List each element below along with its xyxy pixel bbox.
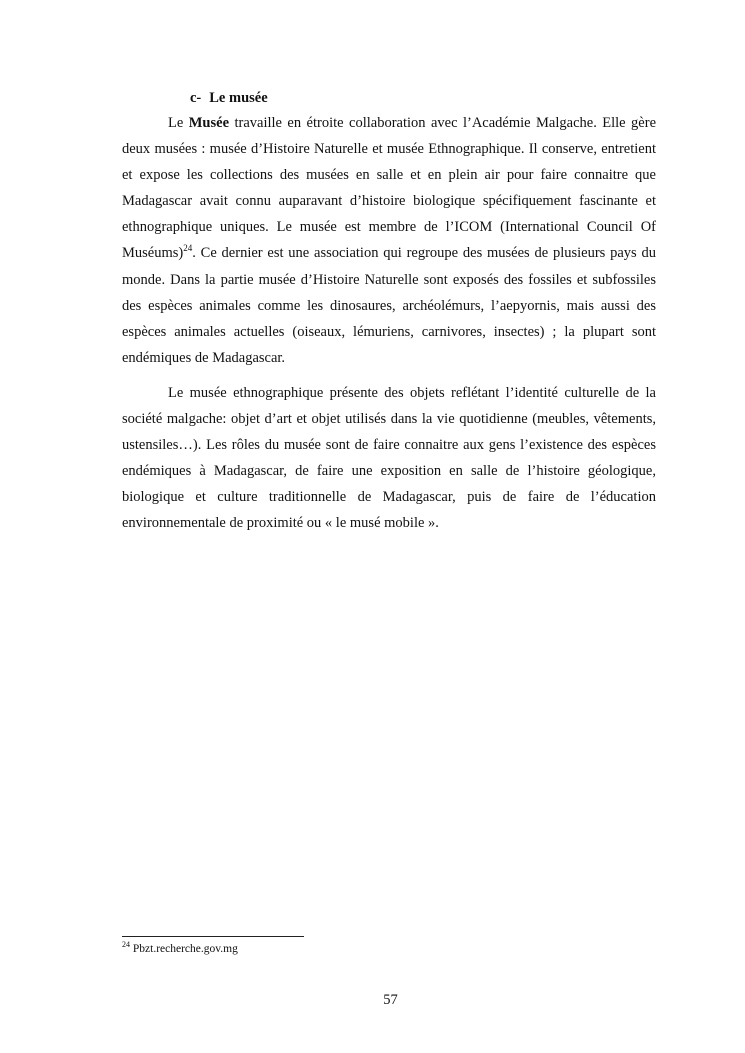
footnote-reference: 24 [183,243,193,254]
paragraph-museum-overview [122,110,656,371]
paragraph-text-part1: travaille en étroite collaboration avec l’Académie Malgache. Elle gère deux musées : musée d’Histoire Naturelle et musée Ethnographique. Il conserve, entretient et expose les collections des musées en salle et en plein air pour faire connaitre que Madagascar avait connu auparavant d’histoire biologique spécifiquement fascinante et ethnographique uniques. Le musée est membre de l’ICOM (International Council Of Muséums) [122,115,657,262]
footnote-text: Pbzt.recherche.gov.mg [130,943,238,955]
section-marker: c- [190,90,202,106]
paragraph-text: Le musée ethnographique présente des objets reflétant l’identité culturelle de la société malgache: objet d’art et objet utilisés dans la vie quotidienne (meubles, vêtements, ustensiles…). Les rôles du musée sont de faire connaitre aux gens l’existence des espèces endémiques à Madagascar, de faire une exposition en salle de l’histoire géologique, biologique et culture traditionnelle de Madagascar, puis de faire de l’éducation environnementale de proximité ou « le musé mobile ». [122,385,656,532]
paragraph-ethnographic-museum [122,380,656,537]
page-number: 57 [383,992,398,1008]
section-title: Le musée [209,90,268,106]
section-heading [190,88,268,108]
paragraph-text-part2: . Ce dernier est une association qui regroupe des musées de plusieurs pays du monde. Dans la partie musée d’Histoire Naturelle sont exposés des fossiles et subfossiles des espèces animales comme les dinosaures, archéolémurs, l’aepyornis, mais aussi des espèces animales actuelles (oiseaux, lémuriens, carnivores, insectes) ; la plupart sont endémiques de Madagascar. [122,245,656,366]
museum-term: Musée [188,115,230,131]
footnote [122,941,238,957]
footnote-divider [122,936,304,937]
footnote-number: 24 [122,940,130,950]
paragraph-lead: Le [168,115,189,131]
